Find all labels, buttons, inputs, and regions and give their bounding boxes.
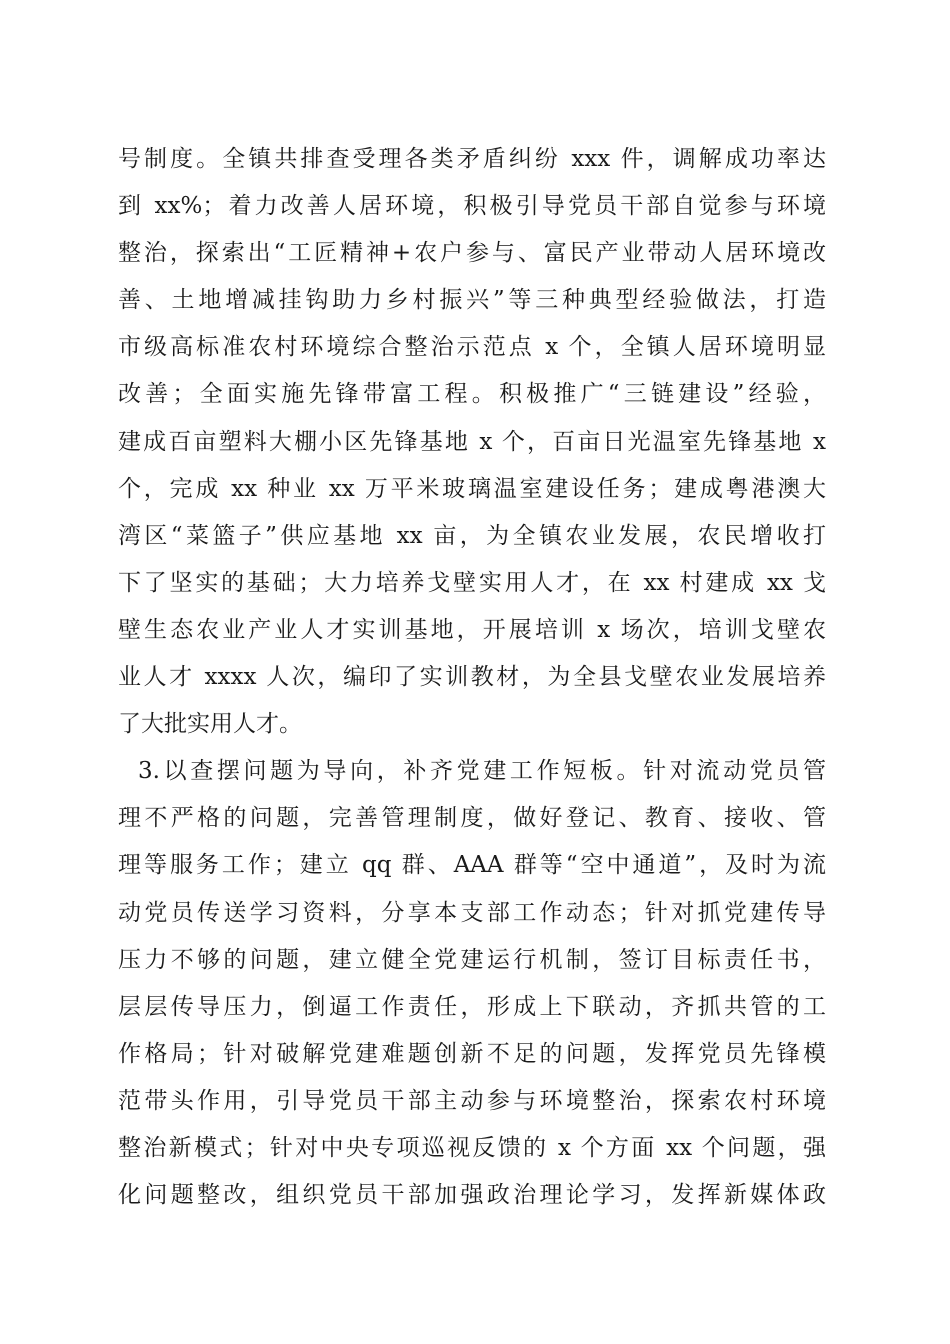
text-line: 善、土地增减挂钩助力乡村振兴”等三种典型经验做法，打造	[118, 287, 826, 314]
paragraph-2	[118, 748, 826, 1219]
text-line: 壁生态农业产业人才实训基地，开展培训 x 场次，培训戈壁农	[118, 616, 826, 643]
text-line: 整治，探索出“工匠精神+农户参与、富民产业带动人居环境改	[118, 240, 826, 267]
text-line: 压力不够的问题，建立健全党建运行机制，签订目标责任书，	[118, 946, 826, 973]
text-line: 市级高标准农村环境综合整治示范点 x 个，全镇人居环境明显	[118, 334, 826, 361]
text-line: 业人才 xxxx 人次，编印了实训教材，为全县戈壁农业发展培养	[118, 664, 826, 691]
text-line: 号制度。全镇共排查受理各类矛盾纠纷 xxx 件，调解成功率达	[118, 146, 826, 172]
text-line: 个，完成 xx 种业 xx 万平米玻璃温室建设任务；建成粤港澳大	[118, 475, 826, 502]
text-line: 理不严格的问题，完善管理制度，做好登记、教育、接收、管	[118, 805, 826, 832]
text-line: 改善；全面实施先锋带富工程。积极推广“三链建设”经验，	[118, 381, 826, 408]
text-line: 理等服务工作；建立 qq 群、AAA 群等“空中通道”，及时为流	[118, 852, 826, 879]
document-body	[118, 136, 826, 1219]
text-line: 层层传导压力，倒逼工作责任，形成上下联动，齐抓共管的工	[118, 993, 826, 1020]
text-line: 湾区“菜篮子”供应基地 xx 亩，为全镇农业发展，农民增收打	[118, 522, 826, 549]
text-line: 建成百亩塑料大棚小区先锋基地 x 个，百亩日光温室先锋基地 x	[118, 428, 826, 455]
paragraph-heading-line: 3.以查摆问题为导向，补齐党建工作短板。针对流动党员管	[138, 758, 826, 785]
paragraph-1	[118, 136, 826, 748]
text-line: 到 xx%；着力改善人居环境，积极引导党员干部自觉参与环境	[118, 193, 826, 220]
text-line: 了大批实用人才。	[118, 711, 302, 738]
text-line: 作格局；针对破解党建难题创新不足的问题，发挥党员先锋模	[118, 1040, 826, 1067]
text-line: 范带头作用，引导党员干部主动参与环境整治，探索农村环境	[118, 1087, 826, 1114]
text-line: 整治新模式；针对中央专项巡视反馈的 x 个方面 xx 个问题，强	[118, 1134, 826, 1161]
text-line: 化问题整改，组织党员干部加强政治理论学习，发挥新媒体政	[118, 1182, 826, 1209]
text-line: 下了坚实的基础；大力培养戈壁实用人才，在 xx 村建成 xx 戈	[118, 569, 826, 596]
text-line: 动党员传送学习资料，分享本支部工作动态；针对抓党建传导	[118, 899, 826, 926]
